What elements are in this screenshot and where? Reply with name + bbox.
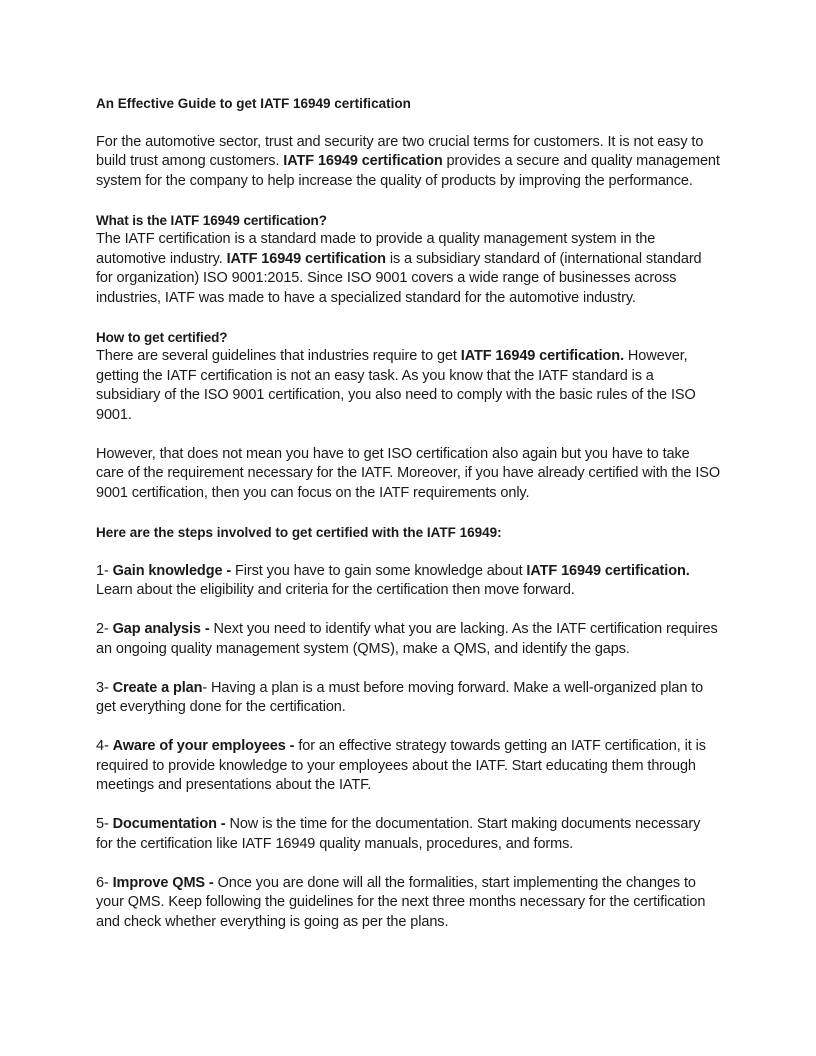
step-title: Documentation - xyxy=(112,816,226,832)
what-is-text-bold: IATF 16949 certification xyxy=(226,250,386,267)
step-text: First you have to gain some knowledge about xyxy=(231,562,527,579)
how-to-text-bold: IATF 16949 certification. xyxy=(460,348,624,364)
step-text: for an effective strategy towards getting an IATF certification, it is required to provide knowledge to your employees about the IATF. Start educating them through meetings and presentations about the IATF. xyxy=(96,738,706,793)
step-number: 5- xyxy=(96,816,113,832)
step-item xyxy=(96,737,720,796)
step-item xyxy=(96,562,720,601)
what-is-section xyxy=(96,211,720,309)
document-title: An Effective Guide to get IATF 16949 certification xyxy=(96,96,411,111)
step-text-bold: IATF 16949 certification. xyxy=(526,562,690,579)
step-text-tail: Learn about the eligibility and criteria for the certification then move forward. xyxy=(96,582,575,598)
step-text: Next you need to identify what you are lacking. As the IATF certification requires an ongoing quality management system (QMS), make a QMS, and identify the gaps. xyxy=(96,621,718,657)
step-number: 4- xyxy=(96,738,113,754)
what-is-text-pre: The IATF certification is a standard made to provide a quality management system in the automotive industry. xyxy=(96,231,656,267)
step-title: Gain knowledge - xyxy=(112,562,232,579)
how-to-section xyxy=(96,328,720,426)
step-title: Gap analysis - xyxy=(112,621,210,637)
step-title: Improve QMS - xyxy=(112,874,214,891)
intro-text-post: provides a secure and quality management system for the company to help increase the quality of products by improving the performance. xyxy=(96,153,720,189)
however-paragraph: However, that does not mean you have to get ISO certification also again but you have to take care of the requirement necessary for the IATF. Moreover, if you have already certified with the ISO 9001 certification, then you can focus on the IATF requirements only. xyxy=(96,445,721,501)
step-item xyxy=(96,815,720,854)
how-to-heading: How to get certified? xyxy=(96,329,228,345)
step-title: Create a plan xyxy=(112,679,203,696)
what-is-heading: What is the IATF 16949 certification? xyxy=(96,212,327,228)
step-item xyxy=(96,679,720,718)
step-text: - Having a plan is a must before moving forward. Make a well-organized plan to get everything done for the certification. xyxy=(96,679,704,715)
step-title: Aware of your employees - xyxy=(112,738,295,754)
step-number: 2- xyxy=(96,621,113,637)
step-text: Once you are done will all the formalities, start implementing the changes to your QMS. Keep following the guidelines for the next three months necessary for the certification and check whether everything is going as per the plans. xyxy=(96,874,706,930)
how-to-text-post: However, getting the IATF certification is not an easy task. As you know that the IATF standard is a subsidiary of the ISO 9001 certification, you also need to comply with the basic rules of the ISO 9001. xyxy=(96,348,696,423)
intro-text-pre: For the automotive sector, trust and security are two crucial terms for customers. It is not easy to build trust among customers. xyxy=(96,133,704,169)
intro-text-bold: IATF 16949 certification xyxy=(283,153,443,169)
step-number: 6- xyxy=(96,874,113,891)
how-to-text-pre: There are several guidelines that industries require to get xyxy=(96,348,461,364)
steps-heading: Here are the steps involved to get certified with the IATF 16949: xyxy=(96,524,502,540)
step-text: Now is the time for the documentation. Start making documents necessary for the certification like IATF 16949 quality manuals, procedures, and forms. xyxy=(96,816,701,852)
what-is-text-post: is a subsidiary standard of (international standard for organization) ISO 9001:2015. Since ISO 9001 covers a wide range of businesses across industries, IATF was made to have a specialized standard for the automotive industry. xyxy=(96,250,702,306)
step-item xyxy=(96,620,720,659)
step-number: 1- xyxy=(96,562,113,579)
step-item xyxy=(96,874,720,933)
step-number: 3- xyxy=(96,679,113,696)
intro-paragraph xyxy=(96,133,720,192)
